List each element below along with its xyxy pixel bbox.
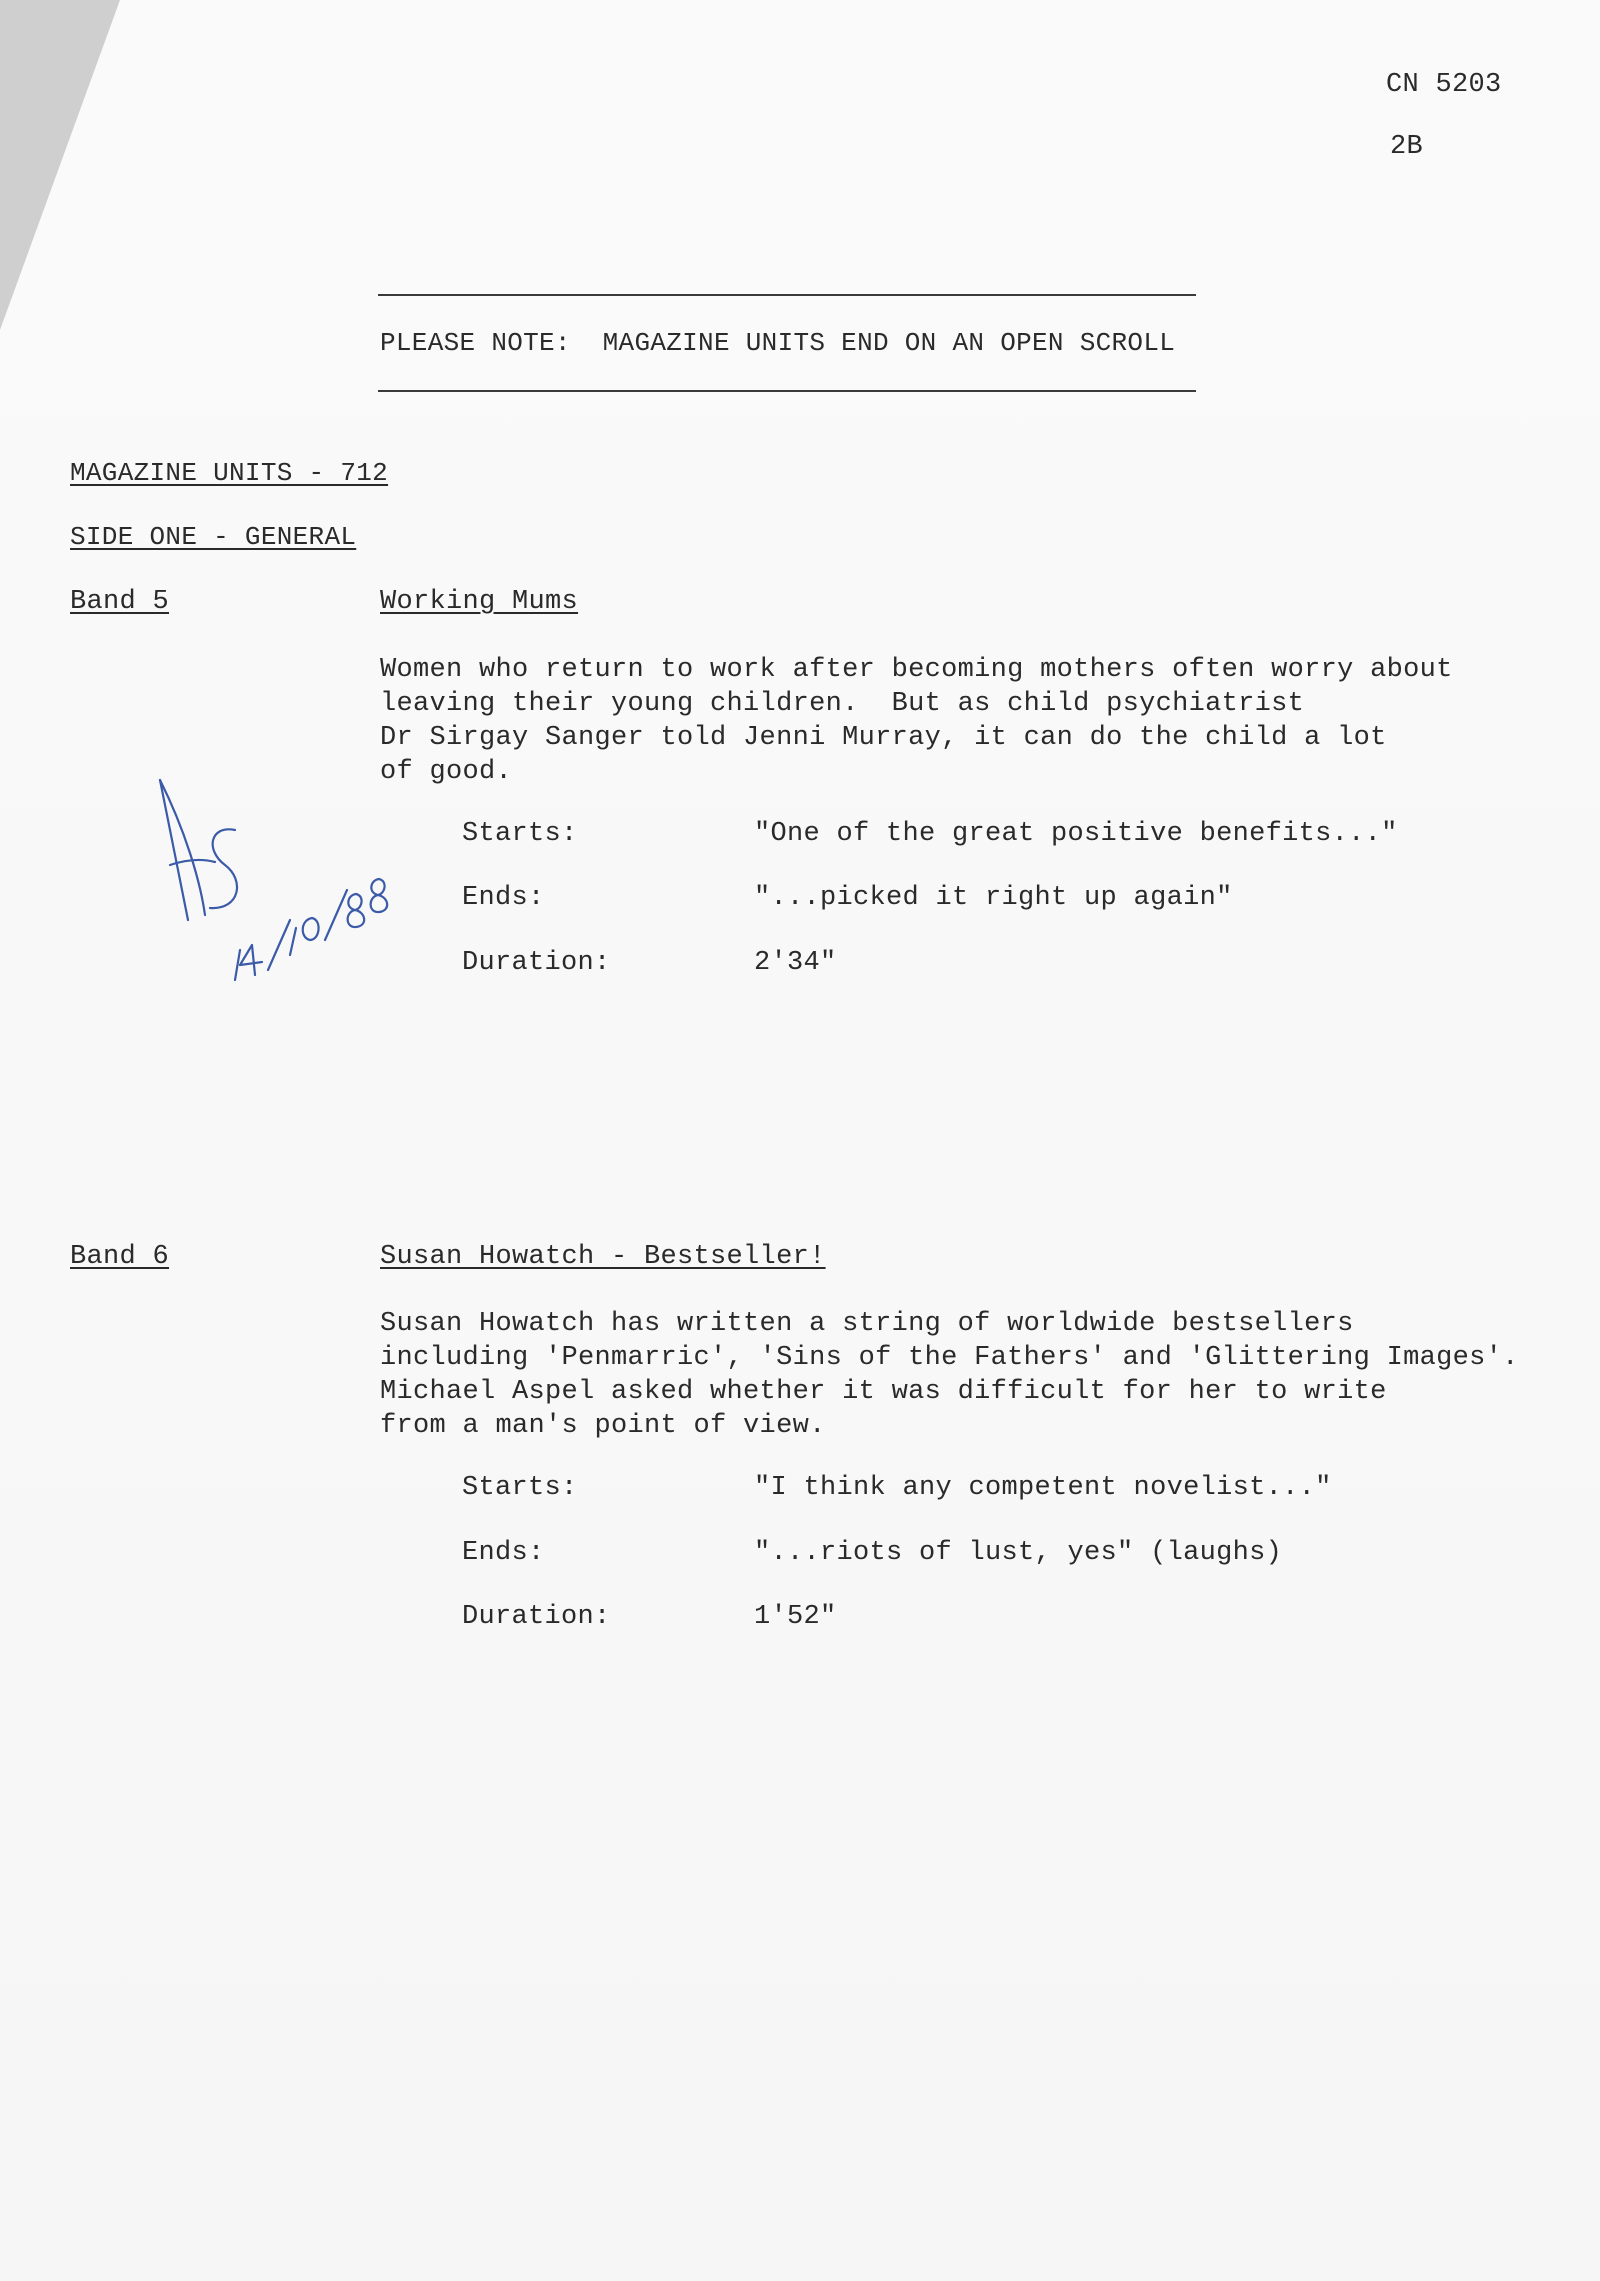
notice-rule-top — [378, 294, 1196, 296]
starts-label: Starts: — [462, 1473, 578, 1503]
page-number: 2B — [1390, 132, 1424, 162]
notice-text: PLEASE NOTE: MAGAZINE UNITS END ON AN OPEN SCROLL — [380, 328, 1176, 358]
band-description: Susan Howatch has written a string of worldwide bestsellers including 'Penmarric', 'Sins of the Fathers' and 'Glittering Images'. Michael Aspel asked whether it was difficult for her to write from a man's point of view. — [380, 1309, 1519, 1441]
band-title: Working Mums — [380, 587, 579, 617]
duration-value: 2'34" — [754, 948, 837, 978]
ends-value: "...picked it right up again" — [754, 883, 1233, 913]
duration-label: Duration: — [462, 1602, 611, 1632]
ends-label: Ends: — [462, 883, 545, 913]
handwritten-signature-icon — [140, 770, 400, 1030]
series-title: MAGAZINE UNITS - 712 — [70, 458, 389, 488]
band-description: Women who return to work after becoming mothers often worry about leaving their young children. But as child psychiatrist Dr Sirgay Sanger told Jenni Murray, it can do the child a lot of good. — [380, 655, 1453, 787]
duration-value: 1'52" — [754, 1602, 837, 1632]
starts-label: Starts: — [462, 819, 578, 849]
scan-corner-shadow — [0, 0, 120, 330]
band-label: Band 5 — [70, 587, 170, 617]
starts-value: "I think any competent novelist..." — [754, 1473, 1332, 1503]
ends-label: Ends: — [462, 1538, 545, 1568]
starts-value: "One of the great positive benefits..." — [754, 819, 1398, 849]
band-label: Band 6 — [70, 1242, 170, 1272]
notice-rule-bottom — [378, 390, 1196, 392]
ends-value: "...riots of lust, yes" (laughs) — [754, 1538, 1283, 1568]
band-title: Susan Howatch - Bestseller! — [380, 1242, 826, 1272]
side-title: SIDE ONE - GENERAL — [70, 522, 357, 552]
document-reference: CN 5203 — [1386, 70, 1502, 100]
duration-label: Duration: — [462, 948, 611, 978]
